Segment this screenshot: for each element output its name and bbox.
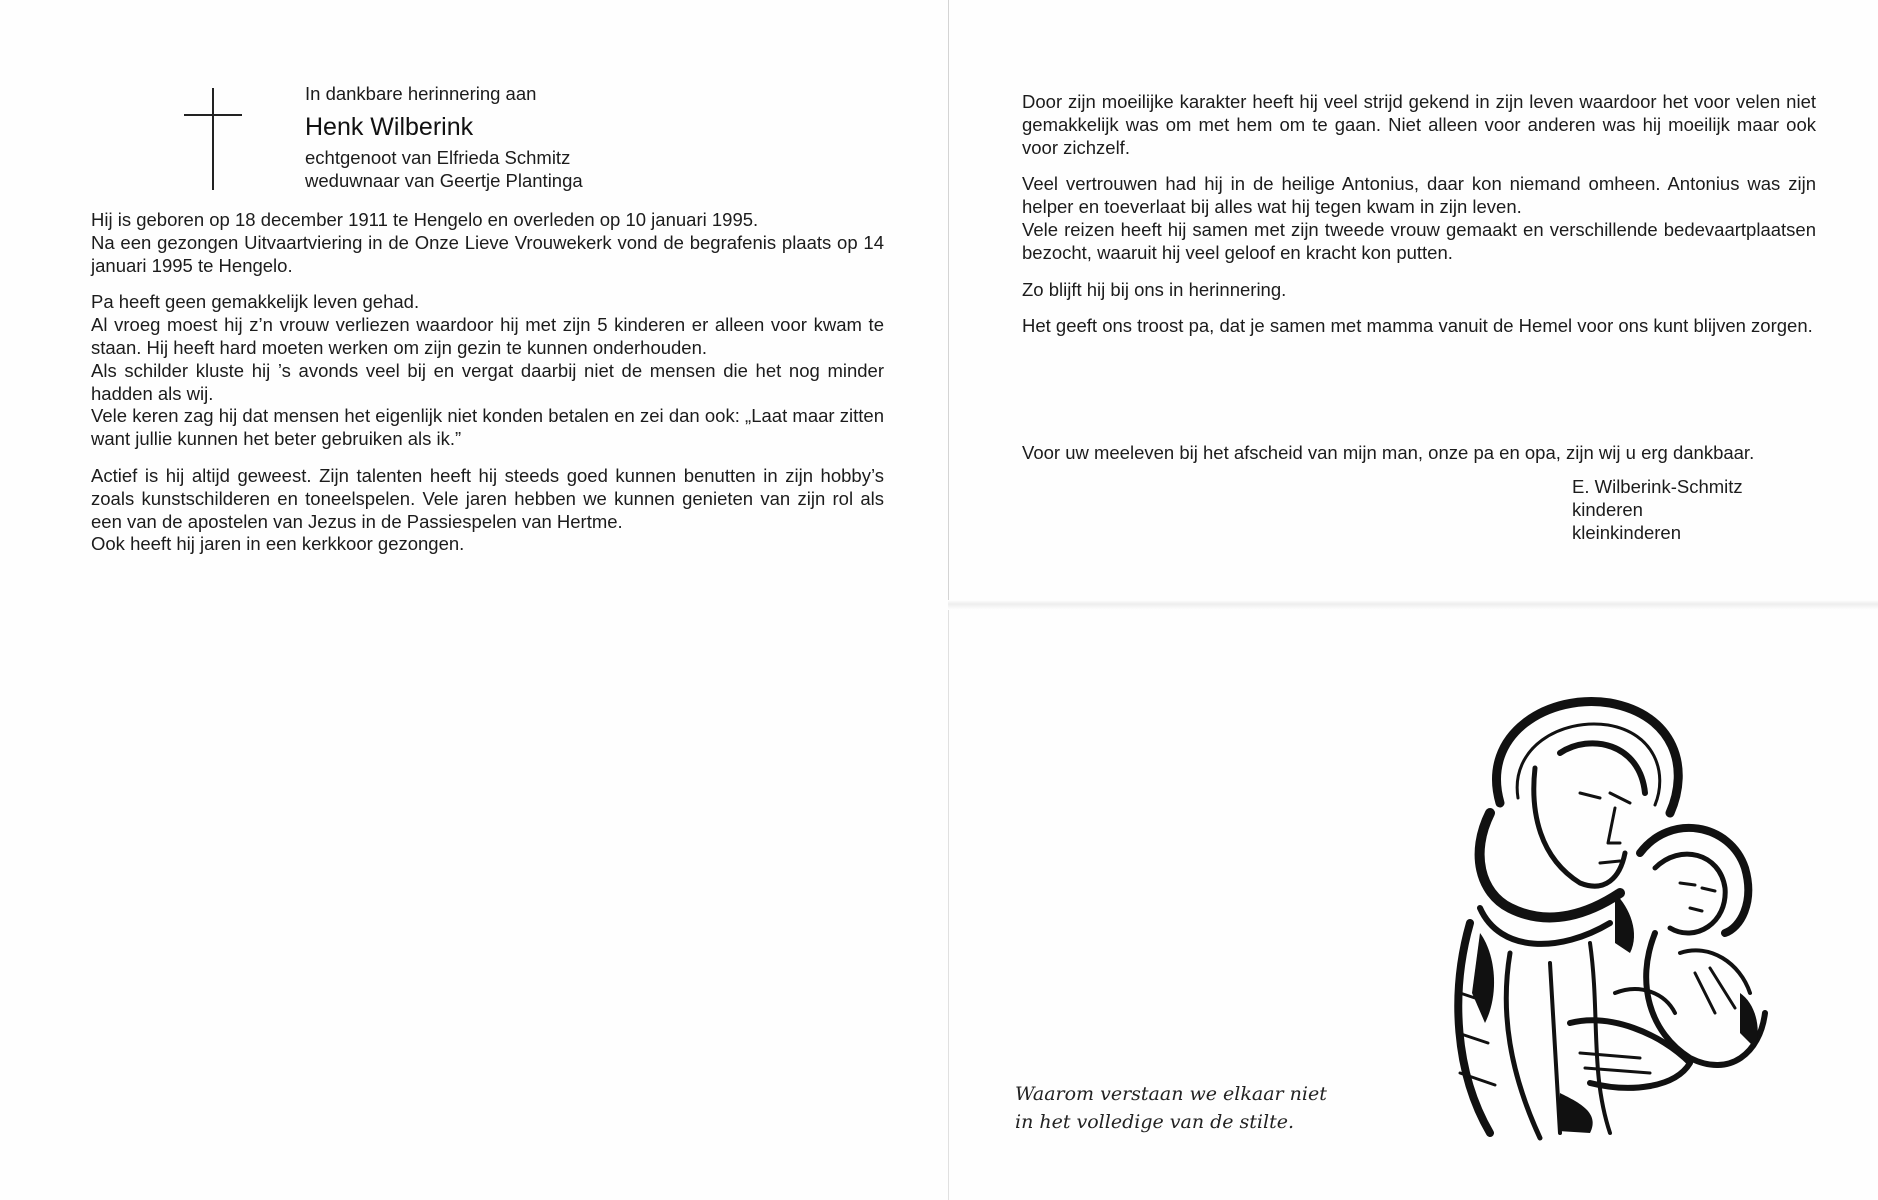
paragraph-hobbies	[91, 465, 884, 556]
left-body-text	[91, 209, 884, 570]
signoff-line: kleinkinderen	[1572, 522, 1682, 543]
intro-line: In dankbare herinnering aan	[305, 83, 537, 104]
text-line: Hij is geboren op 18 december 1911 te Hengelo en overleden op 10 januari 1995.	[91, 209, 759, 230]
text-line: Zo blijft hij bij ons in herinnering.	[1022, 278, 1287, 300]
text-line: Vele reizen heeft hij samen met zijn tweede vrouw gemaakt en verschillende bedevaartplaatsen bezocht, waaruit hij veel geloof en kracht kon putten.	[1022, 218, 1816, 263]
text-line: Na een gezongen Uitvaartviering in de Onze Lieve Vrouwekerk vond de begrafenis plaats op 14 januari 1995 te Hengelo.	[91, 231, 884, 276]
quote-line: in het volledige van de stilte.	[1015, 1111, 1295, 1133]
memorial-header	[305, 82, 865, 192]
text-line: Actief is hij altijd geweest. Zijn talenten heeft hij steeds goed kunnen benutten in zijn hobby’s zoals kunstschilderen en toneelspelen. Vele jaren hebben we kunnen genieten van zijn rol als een van de apostelen van Jezus in de Passiespelen van Hertme.	[91, 464, 884, 532]
signoff-block	[1572, 475, 1743, 544]
paragraph-character	[1022, 91, 1816, 159]
text-line: Al vroeg moest hij z’n vrouw verliezen waardoor hij met zijn 5 kinderen er alleen voor kwam te staan. Hij heeft hard moeten werken om zijn gezin te kunnen onderhouden.	[91, 314, 884, 358]
paragraph-comfort	[1022, 315, 1816, 338]
signoff-line: kinderen	[1572, 499, 1643, 520]
paragraph-remembrance	[1022, 279, 1816, 302]
right-body-text	[1022, 91, 1816, 352]
quote-line: Waarom verstaan we elkaar niet	[1015, 1083, 1327, 1105]
text-line: Door zijn moeilijke karakter heeft hij veel strijd gekend in zijn leven waardoor het voor velen niet gemakkelijk was om met hem om te gaan. Niet alleen voor anderen was hij moeilijk maar ook voor zichzelf.	[1022, 91, 1816, 158]
text-line: Als schilder kluste hij ’s avonds veel bij en vergat daarbij niet de mensen die het nog minder hadden als wij.	[91, 359, 884, 404]
cross-icon-bar	[184, 114, 242, 116]
relation-line: weduwnaar van Geertje Plantinga	[305, 170, 583, 191]
text-line: Ook heeft hij jaren in een kerkkoor gezongen.	[91, 533, 465, 555]
signoff-line: E. Wilberink-Schmitz	[1572, 476, 1743, 497]
fold-line	[948, 600, 1878, 610]
text-line: Veel vertrouwen had hij in de heilige Antonius, daar kon niemand omheen. Antonius was zijn helper en toeverlaat bij alles wat hij tegen kwam in zijn leven.	[1022, 173, 1816, 218]
thanks-line: Voor uw meeleven bij het afscheid van mijn man, onze pa en opa, zijn wij u erg dankbaar.	[1022, 442, 1755, 463]
relation-line: echtgenoot van Elfrieda Schmitz	[305, 147, 571, 168]
text-line: Het geeft ons troost pa, dat je samen met mamma vanuit de Hemel voor ons kunt blijven zorgen.	[1022, 315, 1813, 337]
paragraph-faith	[1022, 173, 1816, 264]
text-line: Pa heeft geen gemakkelijk leven gehad.	[91, 291, 420, 313]
cross-icon	[212, 88, 214, 190]
deceased-name: Henk Wilberink	[305, 113, 474, 141]
saint-antonius-illustration	[1440, 693, 1780, 1148]
paragraph-life	[91, 291, 884, 451]
text-line: Vele keren zag hij dat mensen het eigenlijk niet konden betalen en zei dan ook: „Laat maar zitten want jullie kunnen het beter gebruiken als ik.”	[91, 405, 884, 450]
paragraph-birth-death	[91, 209, 884, 277]
quote-text	[1015, 1080, 1327, 1136]
